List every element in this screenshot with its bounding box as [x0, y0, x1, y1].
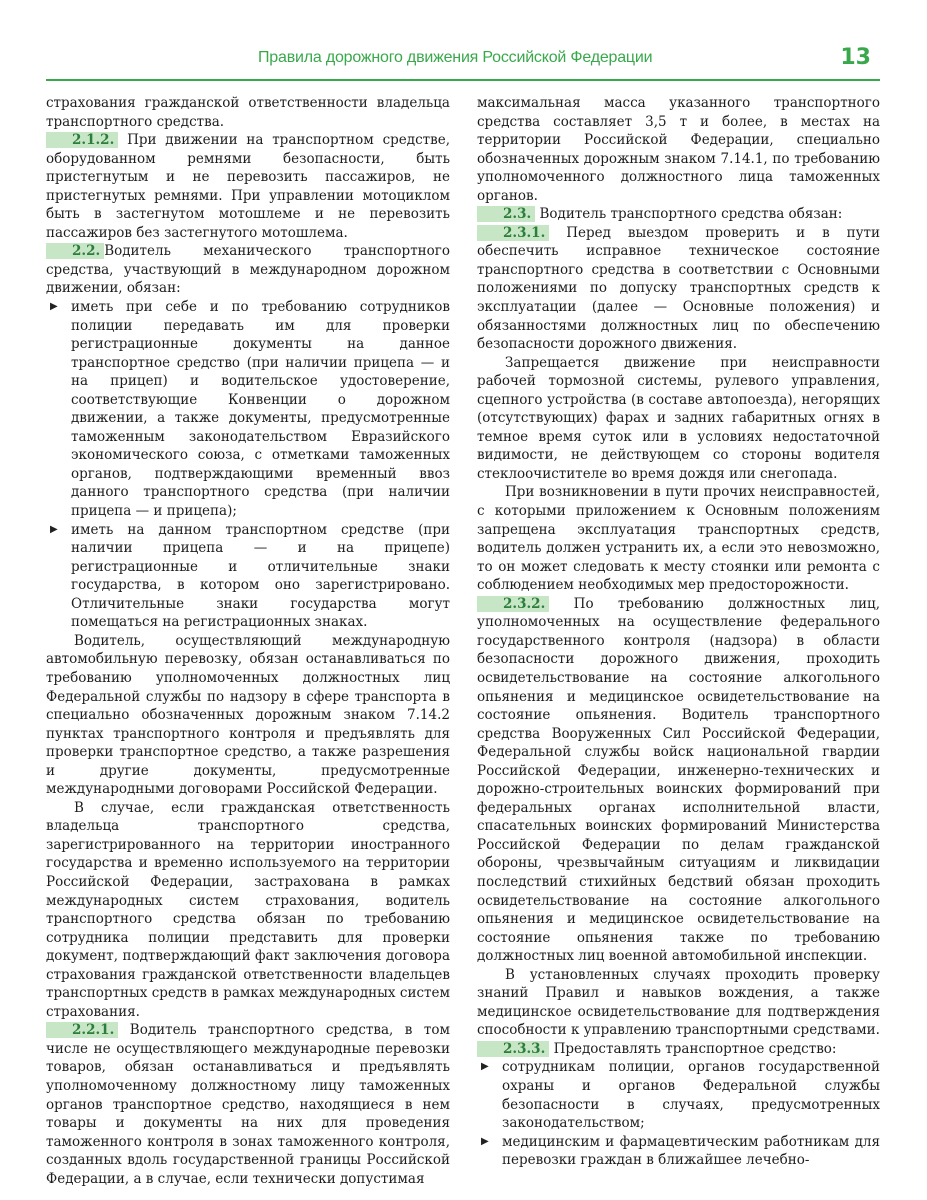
clause-text: Предоставлять транспортное средство:	[553, 1040, 837, 1057]
page-header	[0, 0, 927, 82]
running-title: Правила дорожного движения Российской Федерации	[258, 49, 653, 66]
list-item	[46, 521, 450, 632]
list-item	[477, 1133, 880, 1170]
clause-number: 2.2.1.	[46, 1022, 118, 1038]
clause-2-3-3	[477, 1040, 880, 1059]
triangle-bullet-icon: ▶	[50, 523, 58, 535]
paragraph: В установленных случаях проходить проверку знаний Правил и навыков вождения, а также медицинское освидетельствование для подтверждения способности к управлению транспортными средствами.	[477, 966, 880, 1039]
list-item	[46, 298, 450, 521]
paragraph: максимальная масса указанного транспортного средства составляет 3,5 т и более, в местах на территории Российской Федерации, специально обозначенных дорожным знаком 7.14.1, по требованию уполномоченного должностного лица таможенных органов.	[477, 95, 880, 204]
list-item-text: сотрудникам полиции, органов государственной охраны и органов Федеральной службы безопасности в случаях, предусмотренных законодательством;	[502, 1059, 880, 1132]
clause-text: Перед выездом проверить и в пути обеспечить исправное техническое состояние транспортного средства в соответствии с Основными положениями по допуску транспортных средств к эксплуатации (далее — Основные положения) и обязанностями должностных лиц по обеспечению безопасности дорожного движения.	[477, 224, 881, 353]
clause-text: Водитель механического транспортного средства, участвующий в международном дорожном движении, обязан:	[46, 243, 450, 297]
triangle-bullet-icon: ▶	[50, 301, 58, 313]
clause-number: 2.3.3.	[477, 1041, 549, 1057]
list-item-text: иметь на данном транспортном средстве (при наличии прицепа — и на прицепе) регистрационные и отличительные знаки государства, в котором оно зарегистрировано. Отличительные знаки государства могут помещаться на регистрационных знаках.	[71, 521, 450, 631]
paragraph: В случае, если гражданская ответственность владельца транспортного средства, зарегистрированного на территории иностранного государства и временно используемого на территории Российской Федерации, застрахована в рамках международных систем страхования, водитель транспортного средства обязан по требованию сотрудника полиции представить для проверки документ, подтверждающий факт заключения договора страхования гражданской ответственности владельцев транспортных средств в рамках международных систем страхования.	[46, 799, 450, 1020]
paragraph: При возникновении в пути прочих неисправностей, с которыми приложением к Основным положениям запрещена эксплуатация транспортных средств, водитель должен устранить их, а если это невозможно, то он может следовать к месту стоянки или ремонта с соблюдением необходимых мер предосторожности.	[477, 484, 880, 594]
paragraph: Запрещается движение при неисправности рабочей тормозной системы, рулевого управления, сцепного устройства (в составе автопоезда), негорящих (отсутствующих) фарах и задних габаритных огнях в темное время суток или в условиях недостаточной видимости, не действующем со стороны водителя стеклоочистителе во время дождя или снегопада.	[477, 354, 880, 482]
clause-2-2	[46, 242, 450, 298]
clause-2-3-1	[477, 224, 880, 354]
clause-number: 2.2.	[46, 243, 104, 259]
clause-number: 2.3.	[477, 206, 535, 222]
clause-text: Водитель транспортного средства обязан:	[539, 206, 843, 223]
clause-number: 2.3.2.	[477, 596, 549, 612]
left-column	[46, 94, 450, 1188]
right-column	[477, 94, 880, 1170]
clause-number: 2.1.2.	[46, 132, 118, 148]
list-item-text: медицинским и фармацевтическим работникам для перевозки граждан в ближайшее лечебно-	[502, 1133, 880, 1169]
paragraph: страхования гражданской ответственности владельца транспортного средства.	[46, 95, 450, 130]
clause-text: При движении на транспортном средстве, оборудованном ремнями безопасности, быть пристегнутым и не перевозить пассажиров, не пристегнутых ремнями. При управлении мотоциклом быть в застегнутом мотошлеме и не перевозить пассажиров без застегнутого мотошлема.	[46, 132, 450, 241]
clause-text: По требованию должностных лиц, уполномоченных на осуществление федерального государственного контроля (надзора) в области безопасности дорожного движения, проходить освидетельствование на состояние алкогольного опьянения и медицинское освидетельствование на состояние опьянения. Водитель транспортного средства Вооруженных Сил Российской Федерации, Федеральной службы войск национальной гвардии Российской Федерации, инженерно-технических и дорожно-строительных воинских формирований при федеральных органах исполнительной власти, спасательных воинских формирований Министерства Российской Федерации по делам гражданской обороны, чрезвычайным ситуациям и ликвидации последствий стихийных бедствий обязан проходить освидетельствование на состояние алкогольного опьянения и медицинское освидетельствование на состояние опьянения также по требованию должностных лиц военной автомобильной инспекции.	[477, 595, 880, 965]
triangle-bullet-icon: ▶	[481, 1135, 489, 1147]
clause-number: 2.3.1.	[477, 225, 549, 241]
list-item-text: иметь при себе и по требованию сотрудников полиции передавать им для проверки регистрационные документы на данное транспортное средство (при наличии прицепа — и на прицеп) и водительское удостоверение, соответствующие Конвенции о дорожном движении, а также документы, предусмотренные таможенным законодательством Евразийского экономического союза, с отметками таможенных органов, подтверждающими временный ввоз данного транспортного средства (при наличии прицепа — и прицепа);	[71, 299, 450, 520]
paragraph: Водитель, осуществляющий международную автомобильную перевозку, обязан останавливаться по требованию уполномоченных должностных лиц Федеральной службы по надзору в сфере транспорта в специально обозначенных дорожным знаком 7.14.2 пунктах транспортного контроля и предъявлять для проверки транспортное средство, а также разрешения и другие документы, предусмотренные международными договорами Российской Федерации.	[46, 632, 450, 798]
clause-2-3-2	[477, 595, 880, 966]
clause-2-1-2	[46, 131, 450, 242]
clause-text: Водитель транспортного средства, в том числе не осуществляющего международные перевозки товаров, обязан останавливаться и предъявлять уполномоченному должностному лицу таможенных органов транспортное средство, находящиеся в нем товары и документы на них для проведения таможенного контроля в зонах таможенного контроля, созданных вдоль государственной границы Российской Федерации, а в случае, если технически допустимая	[46, 1022, 451, 1187]
clause-2-2-1	[46, 1021, 450, 1188]
list-item	[477, 1058, 880, 1132]
header-divider	[46, 79, 880, 81]
triangle-bullet-icon: ▶	[481, 1061, 489, 1073]
page-number: 13	[840, 45, 871, 70]
clause-2-3	[477, 205, 880, 224]
